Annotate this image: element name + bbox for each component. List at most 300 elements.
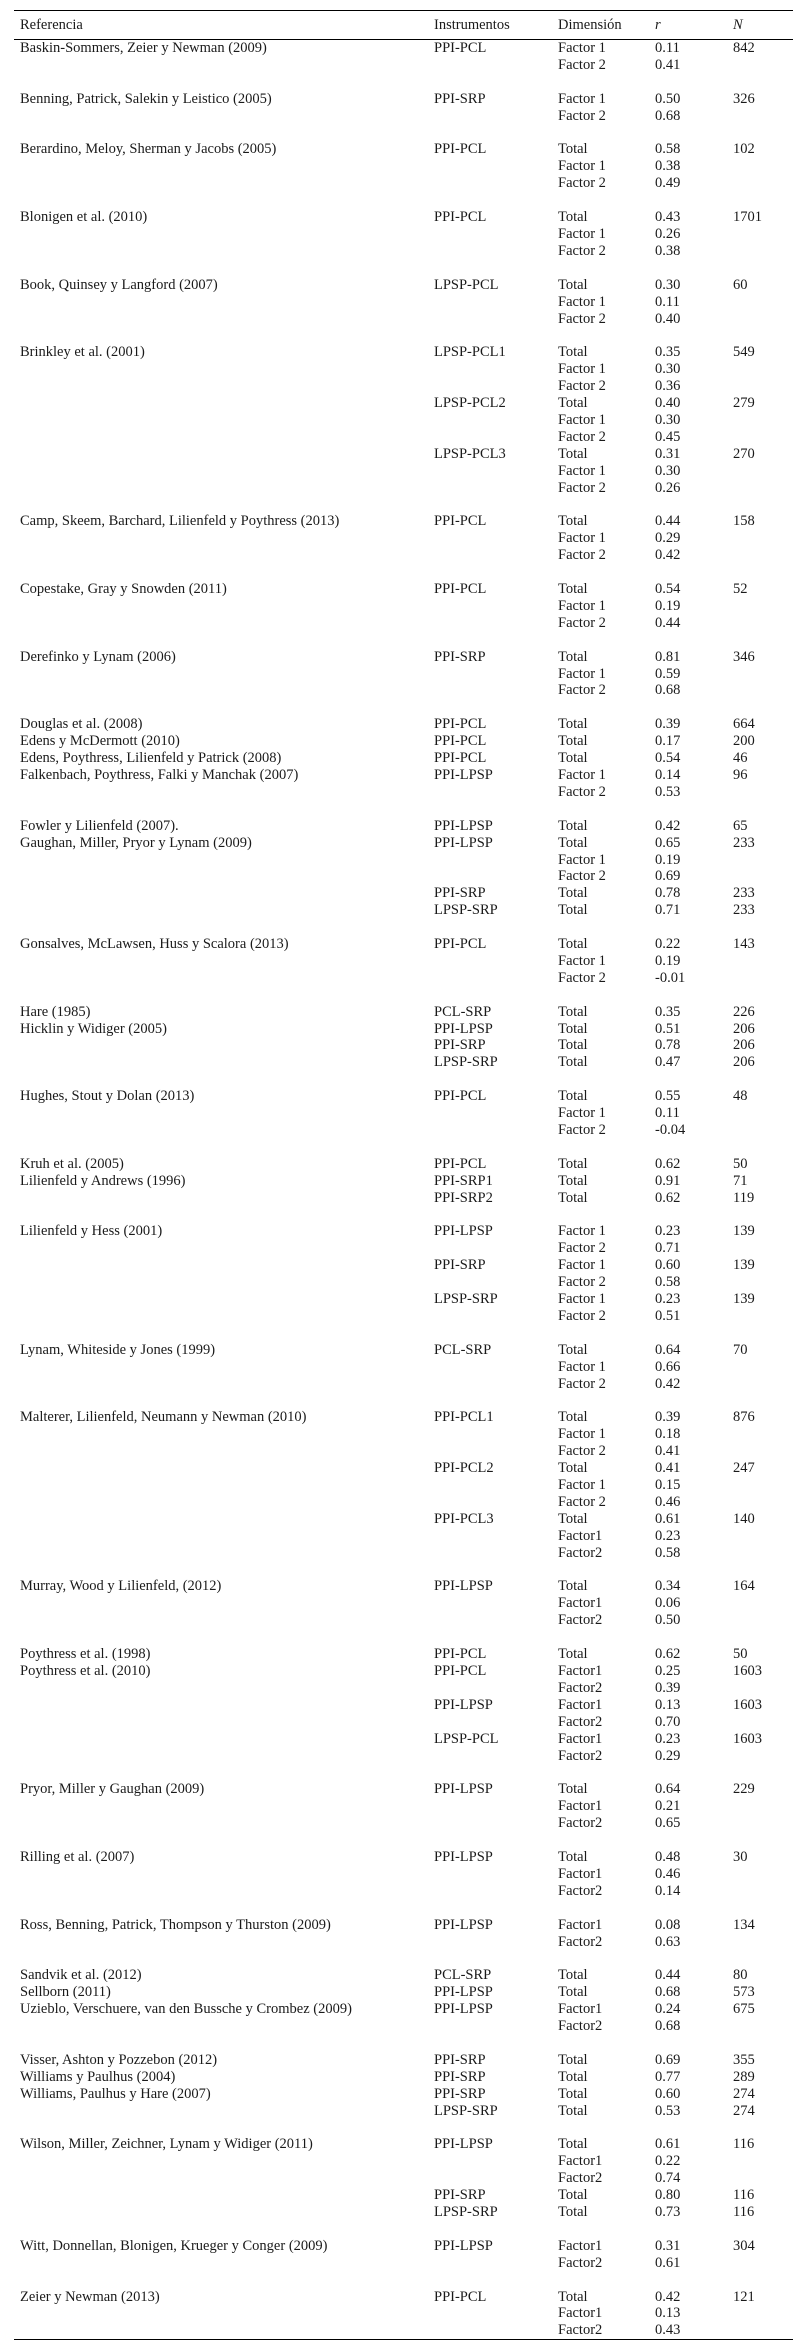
table-row [14, 2052, 793, 2069]
cell-referencia [14, 2187, 428, 2204]
cell-r: 0.30 [655, 361, 681, 378]
table-row [14, 615, 793, 632]
table-row [14, 852, 793, 869]
cell-dimension: Factor1 [558, 1730, 603, 1747]
cell-dimension: Factor2 [558, 2254, 603, 2271]
cell-referencia [14, 953, 428, 970]
cell-referencia: Benning, Patrick, Salekin y Leistico (2005) [20, 90, 272, 107]
cell-referencia [14, 480, 428, 497]
cell-r: 0.23 [655, 1527, 681, 1544]
cell-instrumento [428, 784, 552, 801]
cell-n [727, 784, 793, 801]
cell-dimension: Total [558, 716, 588, 733]
cell-dimension: Factor 2 [558, 682, 606, 699]
cell-referencia: Blonigen et al. (2010) [20, 209, 148, 226]
table-row [14, 1257, 793, 1274]
cell-r: 0.71 [655, 902, 681, 919]
table-row [14, 936, 793, 953]
cell-n: 1603 [733, 1663, 762, 1679]
table-row [14, 970, 793, 987]
table-row [14, 1748, 793, 1765]
cell-referencia [14, 547, 428, 564]
table-row [14, 1460, 793, 1477]
cell-n [727, 2153, 793, 2170]
cell-instrumento: PPI-SRP2 [434, 1189, 493, 1206]
cell-instrumento: PPI-PCL [434, 750, 487, 767]
cell-dimension: Total [558, 750, 588, 767]
group-spacer [14, 2272, 793, 2289]
cell-referencia [14, 2170, 428, 2187]
cell-referencia: Baskin-Sommers, Zeier y Newman (2009) [20, 40, 267, 56]
cell-instrumento: PPI-PCL3 [434, 1510, 494, 1527]
cell-dimension: Factor1 [558, 2153, 603, 2170]
cell-r: 0.26 [655, 479, 681, 496]
table-row [14, 716, 793, 733]
table-row [14, 885, 793, 902]
cell-instrumento [428, 1612, 552, 1629]
cell-r: 0.91 [655, 1172, 681, 1189]
cell-r: 0.31 [655, 2237, 681, 2254]
cell-r: 0.29 [655, 530, 681, 547]
table-row [14, 1240, 793, 1257]
cell-r: 0.06 [655, 1595, 681, 1612]
cell-n: 233 [733, 834, 755, 851]
cell-r: 0.58 [655, 141, 681, 158]
cell-n: 116 [733, 2187, 755, 2204]
cell-instrumento [428, 2305, 552, 2322]
cell-r: 0.58 [655, 1274, 681, 1291]
cell-dimension: Factor 1 [558, 1105, 606, 1122]
cell-r: 0.42 [655, 2288, 681, 2305]
group-spacer [14, 1832, 793, 1849]
cell-dimension: Total [558, 395, 588, 412]
cell-r: 0.15 [655, 1477, 681, 1494]
cell-r: 0.19 [655, 597, 681, 614]
cell-n: 664 [733, 716, 755, 733]
table-row [14, 243, 793, 260]
cell-n [727, 378, 793, 395]
cell-r: 0.59 [655, 665, 681, 682]
table-row [14, 158, 793, 175]
cell-referencia [14, 1054, 428, 1071]
cell-n [727, 1934, 793, 1951]
table-row [14, 666, 793, 683]
cell-r: 0.48 [655, 1848, 681, 1865]
cell-dimension: Factor1 [558, 2001, 603, 2018]
cell-referencia [14, 1477, 428, 1494]
table-header [14, 11, 793, 40]
cell-dimension: Factor2 [558, 1815, 603, 1832]
cell-instrumento [428, 158, 552, 175]
group-spacer [14, 632, 793, 649]
cell-n [727, 1815, 793, 1832]
cell-referencia [14, 784, 428, 801]
cell-r: 0.11 [655, 40, 680, 56]
cell-n [727, 311, 793, 328]
cell-r: 0.40 [655, 395, 681, 412]
cell-r: 0.45 [655, 428, 681, 445]
cell-n [727, 970, 793, 987]
cell-n: 96 [733, 766, 748, 783]
cell-dimension: Factor 1 [558, 530, 606, 547]
cell-n [727, 598, 793, 615]
cell-instrumento: PPI-LPSP [434, 1916, 493, 1933]
cell-instrumento [428, 1105, 552, 1122]
cell-instrumento [428, 2170, 552, 2187]
cell-n: 1701 [733, 209, 762, 226]
cell-n: 229 [733, 1781, 755, 1798]
cell-dimension: Total [558, 1088, 588, 1105]
cell-referencia: Hare (1985) [20, 1003, 91, 1020]
cell-referencia: Lynam, Whiteside y Jones (1999) [20, 1341, 216, 1358]
cell-r: 0.81 [655, 648, 681, 665]
cell-r: 0.38 [655, 158, 681, 175]
cell-dimension: Factor 2 [558, 1274, 606, 1291]
table-row [14, 953, 793, 970]
cell-r: 0.35 [655, 344, 681, 361]
cell-n [727, 1866, 793, 1883]
cell-instrumento [428, 1934, 552, 1951]
cell-instrumento [428, 1308, 552, 1325]
cell-dimension: Factor 1 [558, 411, 606, 428]
cell-referencia [14, 1494, 428, 1511]
cell-dimension: Total [558, 1510, 588, 1527]
cell-n [727, 243, 793, 260]
cell-dimension: Factor 1 [558, 225, 606, 242]
table-row [14, 2103, 793, 2120]
cell-r: 0.70 [655, 1713, 681, 1730]
table-row [14, 1105, 793, 1122]
table-row [14, 1274, 793, 1291]
cell-dimension: Factor2 [558, 1747, 603, 1764]
cell-r: 0.65 [655, 834, 681, 851]
cell-dimension: Factor 1 [558, 1358, 606, 1375]
table-row [14, 1004, 793, 1021]
cell-r: 0.46 [655, 1493, 681, 1510]
cell-dimension: Factor 2 [558, 614, 606, 631]
cell-dimension: Total [558, 1578, 588, 1595]
table-row [14, 2069, 793, 2086]
cell-dimension: Total [558, 733, 588, 750]
cell-referencia [14, 2305, 428, 2322]
cell-instrumento: PPI-PCL2 [434, 1460, 494, 1477]
cell-instrumento [428, 953, 552, 970]
cell-r: 0.13 [655, 1696, 681, 1713]
table-row [14, 2255, 793, 2272]
cell-referencia [14, 294, 428, 311]
cell-referencia [14, 1883, 428, 1900]
cell-instrumento [428, 1595, 552, 1612]
cell-dimension: Total [558, 936, 588, 953]
table-row [14, 682, 793, 699]
cell-r: 0.53 [655, 2102, 681, 2119]
group-spacer [14, 496, 793, 513]
table-row [14, 1477, 793, 1494]
cell-r: 0.44 [655, 1967, 681, 1984]
cell-referencia: Pryor, Miller y Gaughan (2009) [20, 1781, 205, 1798]
cell-dimension: Total [558, 2051, 588, 2068]
cell-dimension: Factor2 [558, 2018, 603, 2035]
cell-referencia: Brinkley et al. (2001) [20, 344, 145, 361]
cell-dimension: Total [558, 1037, 588, 1054]
cell-n: 134 [733, 1916, 755, 1933]
cell-referencia [14, 175, 428, 192]
cell-n: 46 [733, 750, 748, 767]
cell-dimension: Factor2 [558, 1933, 603, 1950]
cell-instrumento: PPI-SRP1 [434, 1172, 493, 1189]
cell-r: 0.34 [655, 1578, 681, 1595]
cell-referencia: Williams, Paulhus y Hare (2007) [20, 2085, 211, 2102]
cell-r: 0.50 [655, 90, 681, 107]
table-row [14, 1934, 793, 1951]
cell-referencia: Edens, Poythress, Lilienfeld y Patrick (2008) [20, 750, 282, 767]
cell-n [727, 1122, 793, 1139]
table-row [14, 1714, 793, 1731]
group-spacer [14, 564, 793, 581]
table-row [14, 1849, 793, 1866]
table-row [14, 1680, 793, 1697]
cell-instrumento [428, 2255, 552, 2272]
group-spacer [14, 1207, 793, 1224]
cell-n [727, 1528, 793, 1545]
cell-n [727, 666, 793, 683]
table-row [14, 1697, 793, 1714]
cell-r: 0.11 [655, 293, 680, 310]
cell-n: 274 [733, 2102, 755, 2119]
cell-n [727, 108, 793, 125]
table-row [14, 226, 793, 243]
cell-n: 206 [733, 1054, 755, 1071]
cell-instrumento [428, 175, 552, 192]
cell-instrumento: PPI-PCL [434, 1663, 487, 1679]
cell-dimension: Factor 1 [558, 361, 606, 378]
cell-dimension: Factor 2 [558, 310, 606, 327]
cell-instrumento: PPI-SRP [434, 2068, 486, 2085]
cell-dimension: Factor 2 [558, 868, 606, 885]
cell-dimension: Factor 2 [558, 1443, 606, 1460]
cell-dimension: Factor 1 [558, 462, 606, 479]
cell-instrumento [428, 1376, 552, 1393]
cell-instrumento: PPI-LPSP [434, 834, 493, 851]
table-row [14, 1815, 793, 1832]
cell-r: 0.80 [655, 2187, 681, 2204]
cell-n [727, 547, 793, 564]
cell-referencia: Visser, Ashton y Pozzebon (2012) [20, 2051, 218, 2068]
table-row [14, 2187, 793, 2204]
cell-n [727, 463, 793, 480]
cell-instrumento: LPSP-PCL3 [434, 445, 506, 462]
cell-r: 0.61 [655, 2136, 681, 2153]
cell-referencia [14, 615, 428, 632]
cell-dimension: Factor1 [558, 1696, 603, 1713]
cell-r: 0.36 [655, 378, 681, 395]
cell-dimension: Factor 1 [558, 293, 606, 310]
cell-dimension: Factor 2 [558, 56, 606, 73]
cell-referencia [14, 1612, 428, 1629]
cell-dimension: Total [558, 1781, 588, 1798]
cell-dimension: Factor 1 [558, 1426, 606, 1443]
cell-instrumento: PCL-SRP [434, 1967, 492, 1984]
cell-r: 0.62 [655, 1189, 681, 1206]
cell-r: 0.14 [655, 1882, 681, 1899]
cell-r: 0.54 [655, 750, 681, 767]
cell-referencia [14, 158, 428, 175]
cell-n: 355 [733, 2051, 755, 2068]
table-row [14, 1426, 793, 1443]
cell-referencia: Sellborn (2011) [20, 1984, 111, 2001]
cell-dimension: Factor 2 [558, 175, 606, 192]
cell-dimension: Total [558, 1003, 588, 1020]
cell-instrumento: PPI-PCL [434, 2288, 487, 2305]
cell-dimension: Factor2 [558, 1713, 603, 1730]
cell-referencia [14, 902, 428, 919]
table-row [14, 1967, 793, 1984]
cell-r: 0.25 [655, 1663, 681, 1679]
cell-referencia [14, 446, 428, 463]
group-spacer [14, 1764, 793, 1781]
results-table-container [14, 10, 793, 2340]
cell-n [727, 1274, 793, 1291]
table-row [14, 446, 793, 463]
table-body [14, 40, 793, 2340]
cell-dimension: Total [558, 1020, 588, 1037]
cell-n [727, 682, 793, 699]
group-spacer [14, 1950, 793, 1967]
cell-r: 0.68 [655, 107, 681, 124]
cell-n: 346 [733, 648, 755, 665]
cell-instrumento: PPI-LPSP [434, 1696, 493, 1713]
table-row [14, 1122, 793, 1139]
cell-r: 0.66 [655, 1358, 681, 1375]
cell-instrumento [428, 1680, 552, 1697]
cell-referencia [14, 1595, 428, 1612]
cell-referencia [14, 1308, 428, 1325]
cell-instrumento [428, 1528, 552, 1545]
table-row [14, 209, 793, 226]
cell-r: 0.18 [655, 1426, 681, 1443]
cell-dimension: Factor2 [558, 1544, 603, 1561]
cell-instrumento [428, 1274, 552, 1291]
cell-r: 0.35 [655, 1003, 681, 1020]
cell-dimension: Factor 2 [558, 479, 606, 496]
cell-referencia [14, 1257, 428, 1274]
table-row [14, 1731, 793, 1748]
cell-r: 0.38 [655, 242, 681, 259]
cell-instrumento: PPI-SRP [434, 1037, 486, 1054]
cell-instrumento [428, 615, 552, 632]
cell-n: 116 [733, 2204, 755, 2220]
cell-referencia [14, 682, 428, 699]
cell-referencia: Gaughan, Miller, Pryor y Lynam (2009) [20, 834, 252, 851]
cell-n [727, 868, 793, 885]
group-spacer [14, 1629, 793, 1646]
cell-r: 0.22 [655, 936, 681, 953]
cell-instrumento: LPSP-SRP [434, 902, 498, 919]
cell-n [727, 852, 793, 869]
table-row [14, 902, 793, 919]
cell-dimension: Total [558, 834, 588, 851]
cell-r: 0.44 [655, 614, 681, 631]
cell-instrumento [428, 108, 552, 125]
cell-referencia [14, 1866, 428, 1883]
cell-instrumento: LPSP-PCL [434, 1730, 499, 1747]
cell-n [727, 953, 793, 970]
cell-referencia: Murray, Wood y Lilienfeld, (2012) [20, 1578, 222, 1595]
group-spacer [14, 1071, 793, 1088]
cell-referencia [14, 1291, 428, 1308]
cell-dimension: Factor1 [558, 1865, 603, 1882]
cell-dimension: Total [558, 2204, 588, 2220]
cell-instrumento: PPI-LPSP [434, 766, 493, 783]
cell-instrumento: PPI-SRP [434, 2085, 486, 2102]
cell-r: 0.73 [655, 2204, 681, 2220]
cell-dimension: Factor 1 [558, 1223, 606, 1240]
cell-n [727, 175, 793, 192]
table-row [14, 1663, 793, 1680]
cell-instrumento [428, 1477, 552, 1494]
cell-n: 233 [733, 885, 755, 902]
cell-n [727, 2305, 793, 2322]
cell-instrumento [428, 1494, 552, 1511]
cell-r: 0.21 [655, 1798, 681, 1815]
cell-r: 0.64 [655, 1341, 681, 1358]
cell-referencia [14, 57, 428, 74]
cell-n: 50 [733, 1155, 748, 1172]
cell-instrumento: PPI-LPSP [434, 2237, 493, 2254]
group-spacer [14, 919, 793, 936]
cell-r: 0.23 [655, 1223, 681, 1240]
cell-instrumento: PPI-PCL [434, 141, 487, 158]
cell-instrumento: PPI-LPSP [434, 1578, 493, 1595]
cell-n: 102 [733, 141, 755, 158]
cell-referencia [14, 852, 428, 869]
table-row [14, 733, 793, 750]
table-row [14, 361, 793, 378]
cell-referencia: Ross, Benning, Patrick, Thompson y Thurston (2009) [20, 1916, 331, 1933]
cell-r: 0.53 [655, 783, 681, 800]
cell-instrumento: PPI-LPSP [434, 1020, 493, 1037]
cell-r: 0.23 [655, 1291, 681, 1308]
cell-dimension: Total [558, 885, 588, 902]
cell-n [727, 1105, 793, 1122]
cell-instrumento [428, 1359, 552, 1376]
table-row [14, 2238, 793, 2255]
cell-referencia [14, 2103, 428, 2120]
cell-referencia: Kruh et al. (2005) [20, 1155, 124, 1172]
cell-n: 289 [733, 2068, 755, 2085]
cell-n: 279 [733, 395, 755, 412]
group-spacer [14, 987, 793, 1004]
cell-dimension: Total [558, 344, 588, 361]
group-spacer [14, 74, 793, 91]
cell-dimension: Factor2 [558, 1612, 603, 1629]
cell-instrumento: PPI-SRP [434, 2187, 486, 2204]
cell-referencia [14, 1697, 428, 1714]
cell-r: 0.71 [655, 1240, 681, 1257]
table-row [14, 1545, 793, 1562]
table-row [14, 784, 793, 801]
table-row [14, 463, 793, 480]
group-spacer [14, 1900, 793, 1917]
cell-dimension: Total [558, 1155, 588, 1172]
table-row [14, 1612, 793, 1629]
cell-r: 0.30 [655, 411, 681, 428]
cell-referencia [14, 1122, 428, 1139]
cell-instrumento: PPI-LPSP [434, 1984, 493, 2001]
cell-n [727, 1595, 793, 1612]
cell-instrumento [428, 1815, 552, 1832]
cell-n: 158 [733, 513, 755, 530]
